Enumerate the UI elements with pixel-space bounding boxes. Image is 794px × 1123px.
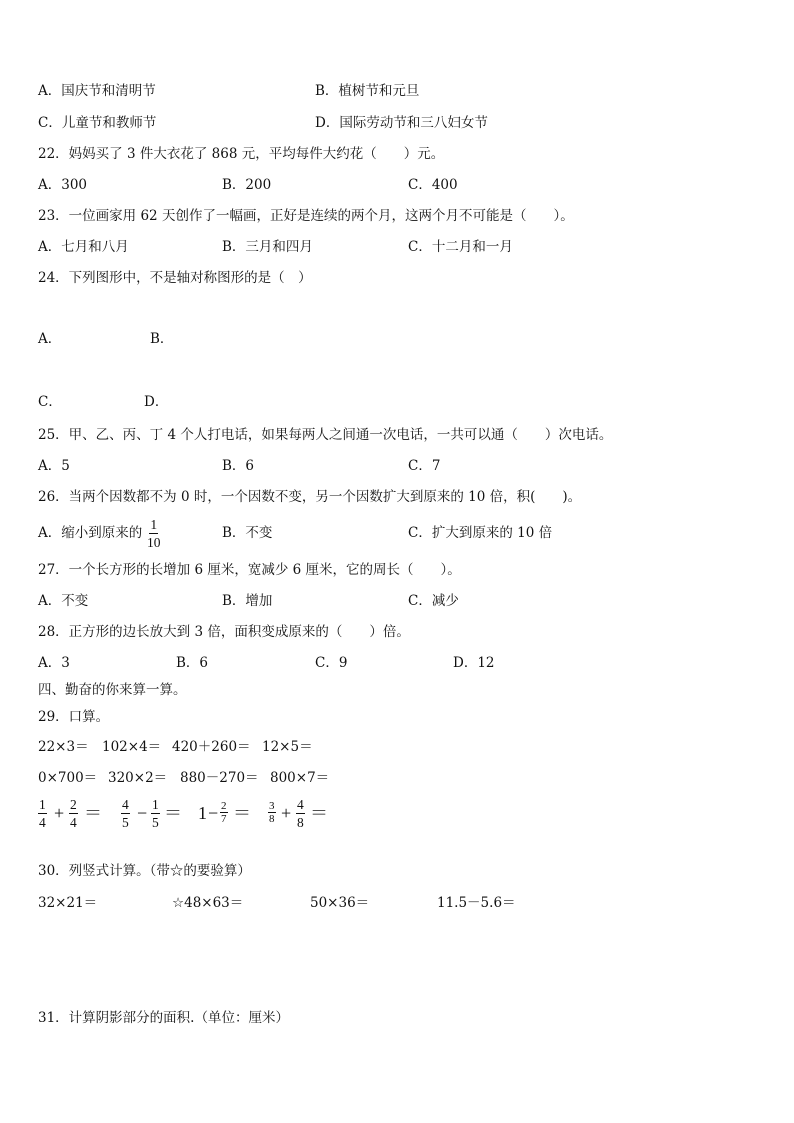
fraction-numerator: 4	[122, 797, 129, 812]
q23-option-b: B．三月和四月	[222, 239, 313, 255]
vertical-calc-item: 32×21＝	[38, 895, 98, 911]
q25-option-a: A．5	[38, 458, 70, 474]
q23-stem: 23．一位画家用 62 天创作了一幅画，正好是连续的两个月，这两个月不可能是（ ）。	[38, 208, 574, 224]
fraction-numerator: 2	[70, 797, 77, 812]
calc-item: 12×5＝	[262, 739, 313, 755]
q27-option-b: B．增加	[222, 593, 273, 609]
fraction	[268, 800, 276, 825]
q27-option-c: C．减少	[408, 593, 459, 609]
q26-option-a: A．缩小到原来的	[38, 525, 143, 541]
fraction-denominator: 10	[147, 535, 161, 550]
fraction-denominator: 4	[39, 815, 46, 830]
q27-option-a: A．不变	[38, 593, 89, 609]
fraction	[220, 800, 228, 825]
fraction	[296, 796, 305, 831]
calc-item: 0×700＝	[38, 770, 98, 786]
q24-stem: 24．下列图形中，不是轴对称图形的是（ ）	[38, 270, 312, 286]
vertical-calc-item: 11.5－5.6＝	[437, 895, 516, 911]
q29-stem: 29．口算。	[38, 709, 110, 725]
q26-fraction	[146, 516, 162, 551]
q21-option-c: C．儿童节和教师节	[38, 115, 157, 131]
q28-option-a: A．3	[38, 655, 70, 671]
q24-option-d: D．	[144, 394, 169, 410]
calc-item: 420＋260＝	[172, 739, 251, 755]
calc-item: 320×2＝	[108, 770, 168, 786]
q24-option-a: A．	[38, 331, 62, 347]
equals-sign: ＝	[233, 803, 251, 823]
fraction-numerator: 4	[297, 797, 304, 812]
fraction-denominator: 7	[221, 813, 227, 825]
q22-option-b: B．200	[222, 177, 272, 193]
q24-option-b: B．	[150, 331, 174, 347]
q21-option-a: A．国庆节和清明节	[38, 83, 156, 99]
calc-item: 22×3＝	[38, 739, 89, 755]
section-heading: 四、勤奋的你来算一算。	[38, 682, 187, 698]
calc-item: 880－270＝	[180, 770, 259, 786]
q26-stem: 26．当两个因数都不为 0 时，一个因数不变，另一个因数扩大到原来的 10 倍，积( )。	[38, 489, 582, 505]
q26-option-b: B．不变	[222, 525, 273, 541]
q27-stem: 27．一个长方形的长增加 6 厘米，宽减少 6 厘米，它的周长（ ）。	[38, 562, 461, 578]
q26-option-c: C．扩大到原来的 10 倍	[408, 525, 553, 541]
minus-sign: −	[137, 803, 148, 823]
q22-option-c: C．400	[408, 177, 458, 193]
fraction-denominator: 8	[297, 815, 304, 830]
q21-option-b: B．植树节和元旦	[315, 83, 420, 99]
q22-stem: 22．妈妈买了 3 件大衣花了 868 元，平均每件大约花（ ）元。	[38, 146, 445, 162]
q31-stem: 31．计算阴影部分的面积.（单位：厘米）	[38, 1010, 289, 1026]
plus-sign: +	[281, 803, 292, 823]
fraction-numerator: 1	[152, 797, 159, 812]
vertical-calc-item: ☆48×63＝	[172, 895, 244, 911]
fraction-numerator: 2	[221, 800, 227, 812]
q28-option-c: C．9	[315, 655, 348, 671]
minus-sign: −	[208, 803, 219, 823]
fraction-denominator: 5	[122, 815, 129, 830]
vertical-calc-item: 50×36＝	[310, 895, 370, 911]
fraction-denominator: 5	[152, 815, 159, 830]
plus-sign: +	[54, 803, 65, 823]
calc-item: 800×7＝	[270, 770, 330, 786]
equals-sign: ＝	[84, 803, 102, 823]
equals-sign: ＝	[310, 803, 328, 823]
whole-number: 1	[198, 803, 207, 823]
q23-option-c: C．十二月和一月	[408, 239, 513, 255]
q25-stem: 25．甲、乙、丙、丁 4 个人打电话，如果每两人之间通一次电话，一共可以通（ ）次电话。	[38, 427, 613, 443]
calc-item: 102×4＝	[102, 739, 162, 755]
fraction-numerator: 1	[39, 797, 46, 812]
fraction-denominator: 4	[70, 815, 77, 830]
fraction	[69, 796, 78, 831]
q28-option-d: D．12	[453, 655, 495, 671]
q28-stem: 28．正方形的边长放大到 3 倍，面积变成原来的（ ）倍。	[38, 624, 410, 640]
q28-option-b: B．6	[176, 655, 209, 671]
q22-option-a: A．300	[38, 177, 88, 193]
fraction	[121, 796, 130, 831]
q21-option-d: D．国际劳动节和三八妇女节	[315, 115, 488, 131]
fraction-numerator: 3	[269, 800, 275, 812]
fraction-denominator: 8	[269, 813, 275, 825]
q24-option-c: C．	[38, 394, 62, 410]
q25-option-b: B．6	[222, 458, 255, 474]
q23-option-a: A．七月和八月	[38, 239, 129, 255]
q30-stem: 30．列竖式计算。（带☆的要验算）	[38, 863, 251, 879]
fraction	[38, 796, 47, 831]
equals-sign: ＝	[164, 803, 182, 823]
fraction	[151, 796, 160, 831]
q25-option-c: C．7	[408, 458, 441, 474]
fraction-numerator: 1	[150, 517, 158, 532]
